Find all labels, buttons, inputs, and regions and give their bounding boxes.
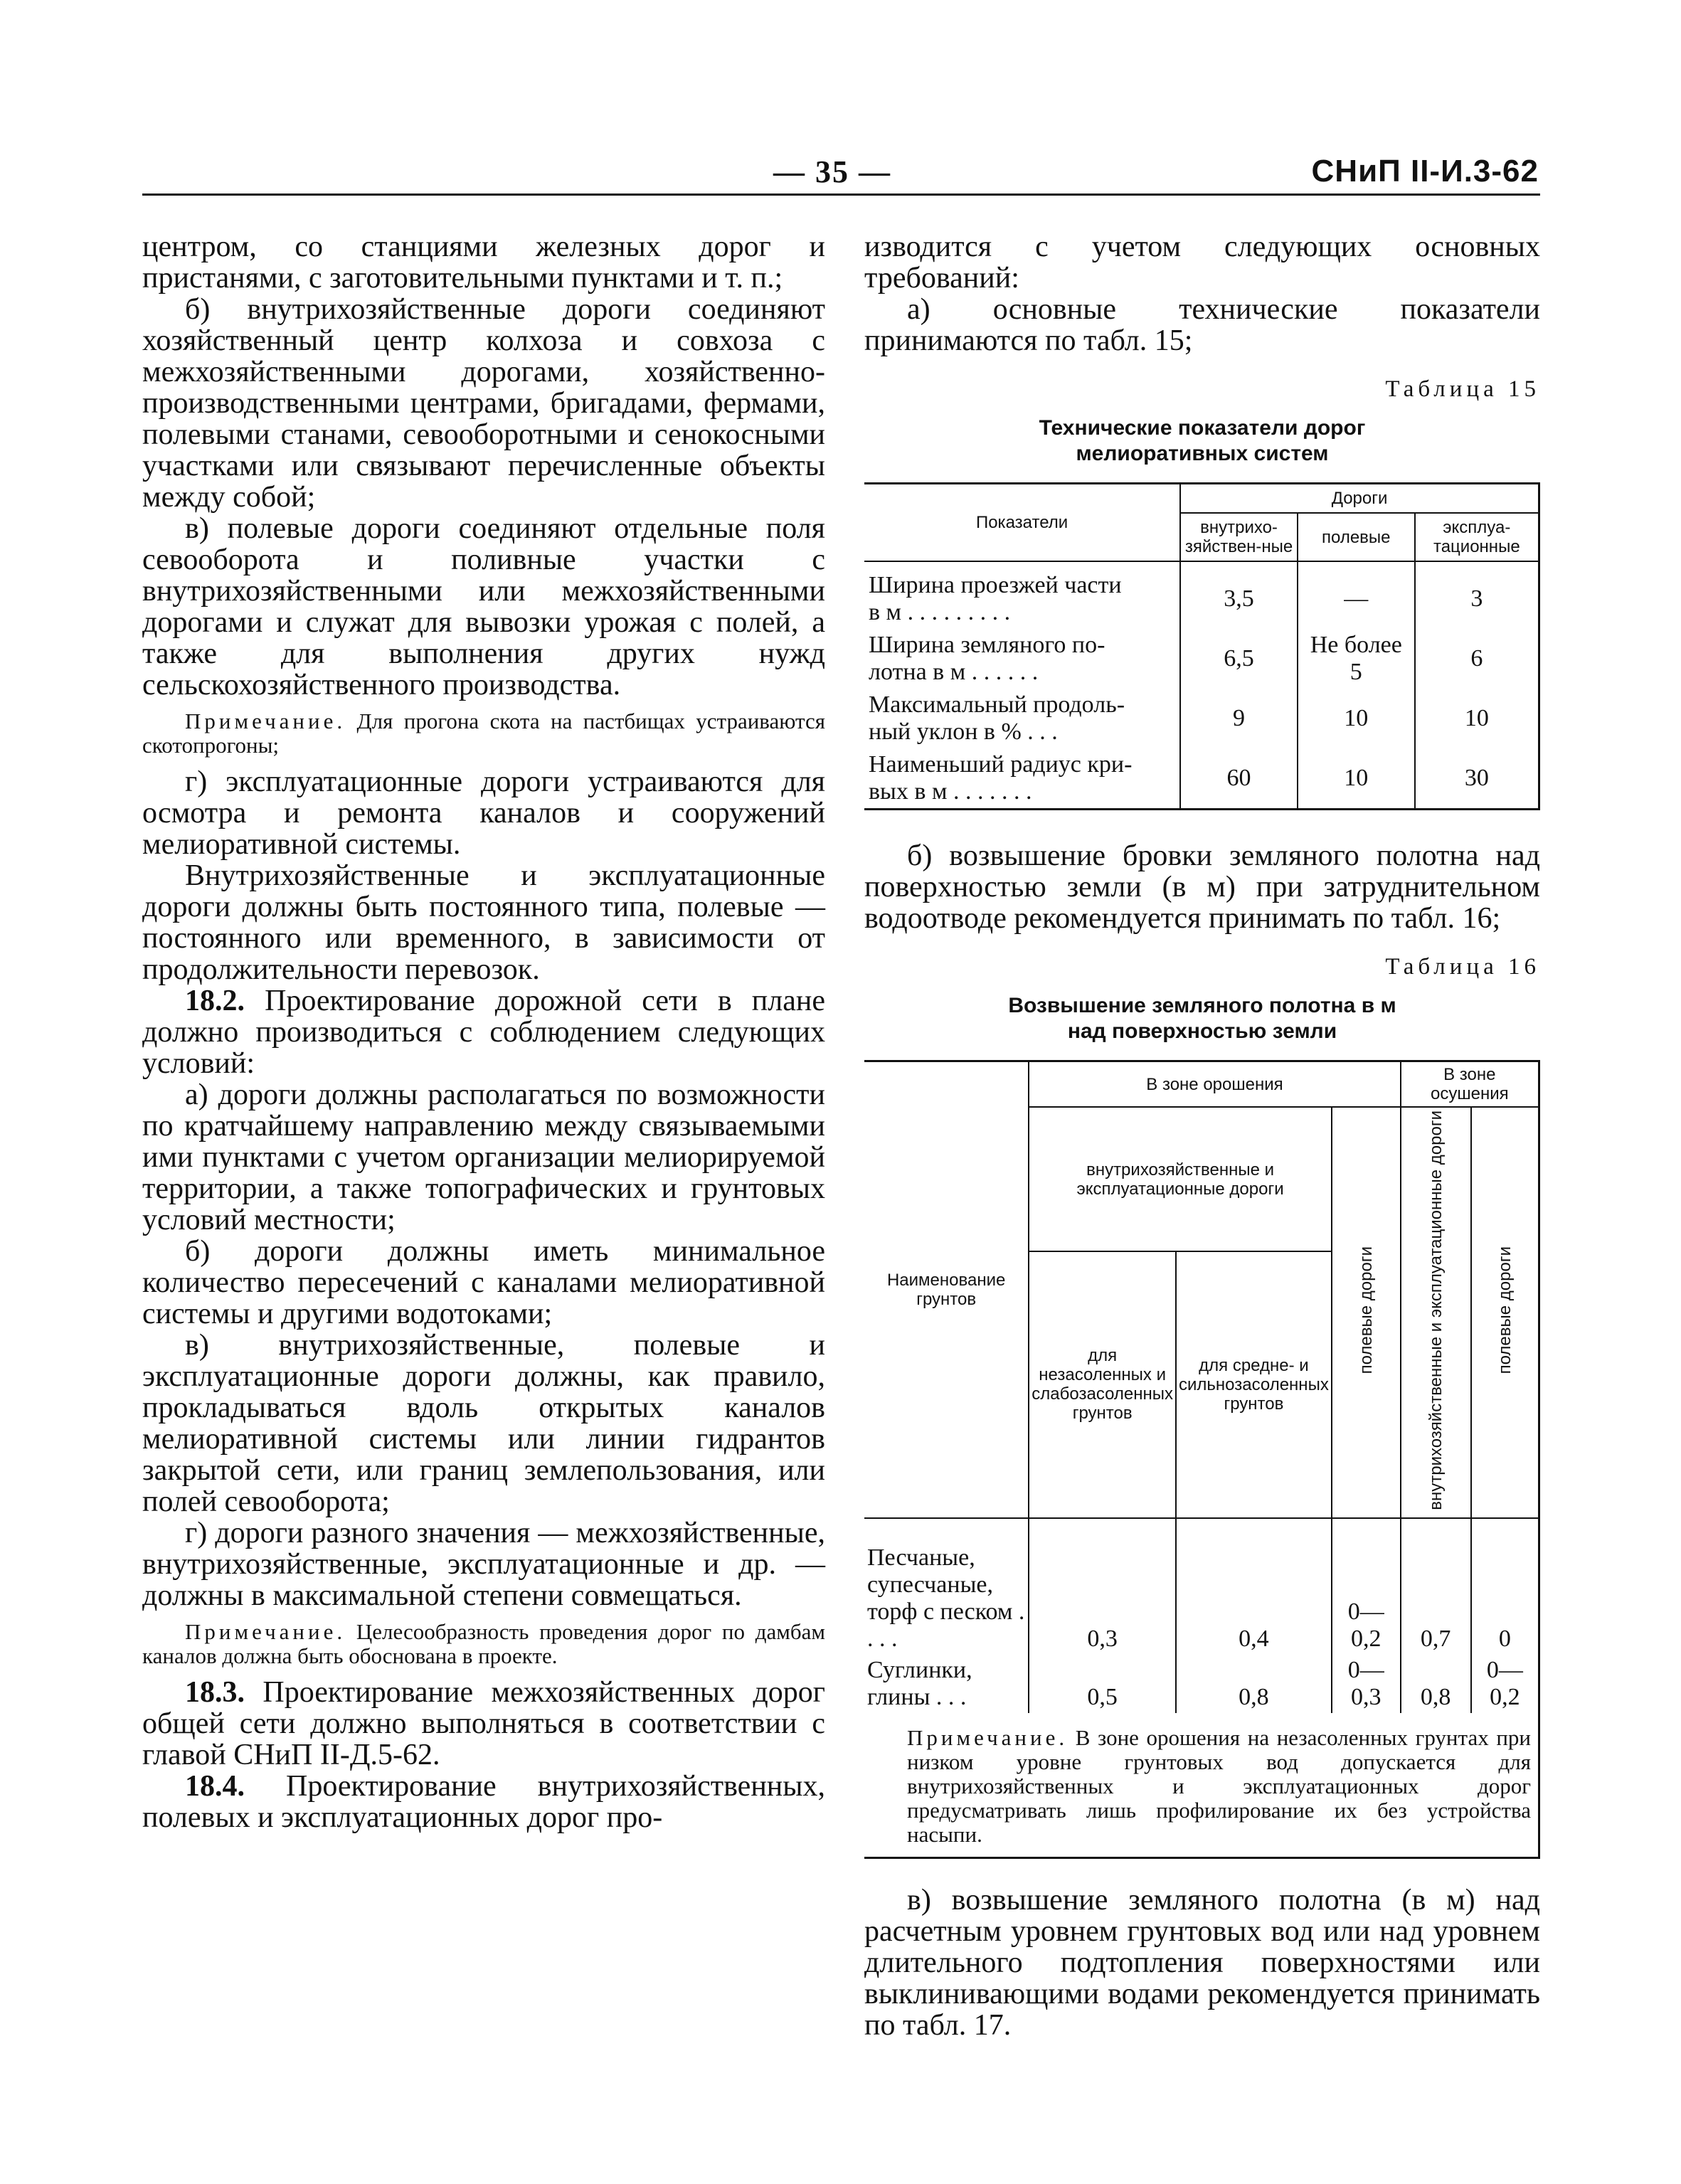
table-cell: 60	[1180, 748, 1298, 810]
table-cell: 0,4	[1176, 1518, 1332, 1655]
page-number: — 35 —	[773, 154, 891, 189]
table-cell: 0—0,3	[1332, 1655, 1401, 1713]
note-text: В зоне орошения на незасоленных грунтах при низком уровне грунтовых вод допускается для внутрихозяйственных и эксплуатационных дорог предусматривать лишь профилирование их без устройства насыпи.	[907, 1724, 1531, 1847]
table-cell: 3,5	[1180, 561, 1298, 629]
header-rule	[142, 194, 1540, 196]
column-group-header: В зоне орошения	[1029, 1061, 1400, 1108]
column-subgroup-header: внутрихозяйственные и эксплуатационные дороги	[1029, 1107, 1332, 1251]
paragraph	[142, 985, 825, 1079]
note-text: Для прогона скота на пастбищах устраиваются скотопрогоны;	[142, 709, 825, 758]
table-cell: 10	[1298, 689, 1415, 748]
paragraph: г) эксплуатационные дороги устраиваются для осмотра и ремонта каналов и сооружений мелиоративной системы.	[142, 765, 825, 861]
clause-number: 18.3.	[185, 1676, 245, 1709]
table-cell: 0—0,2	[1471, 1655, 1539, 1713]
table-title-line: над поверхностью земли	[1067, 1019, 1337, 1043]
table-title	[864, 993, 1540, 1044]
column-header-soil: Наименование грунтов	[864, 1061, 1029, 1518]
paragraph: Внутрихозяйственные и эксплуатационные дороги должны быть постоянного типа, полевые — постоянного или временного, в зависимости от продолжительности перевозок.	[142, 859, 825, 986]
column-header-indicator: Показатели	[864, 484, 1180, 562]
table-cell: 0,5	[1029, 1655, 1176, 1713]
paragraph	[142, 1771, 825, 1833]
table-cell: 0	[1471, 1518, 1539, 1655]
table-cell: 10	[1298, 748, 1415, 810]
paragraph: г) дороги разного значения — межхозяйственные, внутрихозяйственные, эксплуатационные и др. — должны в максимальной степени совмещаться.	[142, 1517, 825, 1612]
clause-number: 18.2.	[185, 985, 245, 1017]
column-header-vertical: полевые дороги	[1332, 1107, 1401, 1518]
paragraph: б) возвышение бровки земляного полотна над поверхностью земли (в м) при затруднительном водоотводе рекомендуется принимать по табл. 16;	[864, 839, 1540, 935]
table-row	[864, 1518, 1539, 1655]
left-column	[142, 231, 825, 1833]
table-cell: Не более 5	[1298, 629, 1415, 689]
paragraph: а) дороги должны располагаться по возможности по кратчайшему направлению между связываемыми ими пунктами с учетом организации мелиорируемой территории, а также топографических и грунтовых условий местности;	[142, 1078, 825, 1236]
table-caption: Таблица 16	[1385, 954, 1540, 980]
table-cell: 0,8	[1401, 1655, 1471, 1713]
row-label: Песчаные, супесчаные, торф с песком . . . .	[867, 1544, 1025, 1652]
table-15	[864, 482, 1540, 810]
column-group-header: Дороги	[1180, 484, 1539, 514]
table-row	[864, 561, 1539, 629]
paragraph: центром, со станциями железных дорог и пристанями, с заготовительными пунктами и т. п.;	[142, 230, 825, 295]
table-cell: 30	[1415, 748, 1539, 810]
right-column	[864, 231, 1540, 2041]
table-cell: 0,8	[1176, 1655, 1332, 1713]
column-header-vertical: полевые дороги	[1471, 1107, 1539, 1518]
table-cell: 6,5	[1180, 629, 1298, 689]
table-note	[864, 1713, 1540, 1859]
note-label: Примечание.	[185, 709, 346, 733]
row-label: Ширина проезжей части в м . . . . . . . . .	[869, 572, 1122, 625]
table-row	[864, 748, 1539, 810]
document-code: СНиП II-И.3-62	[1311, 154, 1539, 189]
paragraph-text: Проектирование дорожной сети в плане должно производиться с соблюдением следующих условий:	[142, 985, 825, 1080]
table-row	[864, 1655, 1539, 1713]
row-label: Наименьший радиус кри- вых в м . . . . . . .	[869, 751, 1133, 805]
table-16	[864, 1060, 1540, 1713]
column-group-header: В зоне осушения	[1401, 1061, 1539, 1108]
table-title	[864, 415, 1540, 467]
row-label: Ширина земляного по- лотна в м . . . . . .	[869, 632, 1105, 685]
column-header: эксплуа-тационные	[1415, 513, 1539, 561]
paragraph: б) внутрихозяйственные дороги соединяют хозяйственный центр колхоза и совхоза с межхозяйственными дорогами, хозяйственно-производственными центрами, бригадами, фермами, полевыми станами, севооборотными и сенокосными участками или связывают перечисленные объекты между собой;	[142, 293, 825, 514]
table-cell: 0,3	[1029, 1518, 1176, 1655]
note-text: Целесообразность проведения дорог по дамбам каналов должна быть обоснована в проекте.	[142, 1619, 825, 1668]
paragraph: б) дороги должны иметь минимальное количество пересечений с каналами мелиоративной системы и другими водотоками;	[142, 1235, 825, 1330]
table-cell: 6	[1415, 629, 1539, 689]
note	[142, 709, 825, 758]
column-header-vertical: внутрихозяйственные и эксплуатационные дороги	[1401, 1107, 1471, 1518]
column-header: полевые	[1298, 513, 1415, 561]
note-label: Примечание.	[185, 1619, 346, 1644]
column-header: для незасоленных и слабозасоленных грунтов	[1029, 1251, 1176, 1518]
row-label: Максимальный продоль- ный уклон в % . . .	[869, 691, 1125, 745]
table-cell: —	[1298, 561, 1415, 629]
table-cell: 0,7	[1401, 1518, 1471, 1655]
clause-number: 18.4.	[185, 1770, 245, 1803]
table-title-line: Возвышение земляного полотна в м	[1008, 994, 1396, 1017]
column-header: внутрихо-зяйствен-ные	[1180, 513, 1298, 561]
table-cell: 10	[1415, 689, 1539, 748]
table-caption: Таблица 15	[1385, 376, 1540, 402]
table-cell: 3	[1415, 561, 1539, 629]
note-label: Примечание.	[907, 1724, 1068, 1750]
row-label: Суглинки, глины . . .	[867, 1656, 972, 1710]
paragraph: изводится с учетом следующих основных требований:	[864, 230, 1540, 295]
note	[142, 1620, 825, 1668]
paragraph: в) внутрихозяйственные, полевые и эксплуатационные дороги должны, как правило, прокладываться вдоль открытых каналов мелиоративной системы или линии гидрантов закрытой сети, или границ землепользования, или полей севооборота;	[142, 1329, 825, 1518]
table-cell: 9	[1180, 689, 1298, 748]
table-row	[864, 689, 1539, 748]
paragraph	[142, 1677, 825, 1771]
table-title-line: мелиоративных систем	[1076, 442, 1329, 465]
paragraph: в) возвышение земляного полотна (в м) над расчетным уровнем грунтовых вод или над уровнем длительного подтопления поверхностями или выклинивающими водами рекомендуется принимать по табл. 17.	[864, 1883, 1540, 2042]
column-header: для средне- и сильнозасоленных грунтов	[1176, 1251, 1332, 1518]
paragraph-text: Проектирование межхозяйственных дорог общей сети должно выполняться в соответствии с главой СНиП II-Д.5-62.	[142, 1676, 825, 1771]
paragraph-text: Проектирование внутрихозяйственных, полевых и эксплуатационных дорог про-	[142, 1770, 825, 1834]
table-row	[864, 629, 1539, 689]
paragraph: а) основные технические показатели принимаются по табл. 15;	[864, 293, 1540, 357]
table-cell: 0—0,2	[1332, 1518, 1401, 1655]
paragraph: в) полевые дороги соединяют отдельные поля севооборота и поливные участки с внутрихозяйственными или межхозяйственными дорогами и служат для вывозки урожая с полей, а также для выполнения других нужд сельскохозяйственного производства.	[142, 512, 825, 701]
table-title-line: Технические показатели дорог	[1039, 416, 1366, 440]
